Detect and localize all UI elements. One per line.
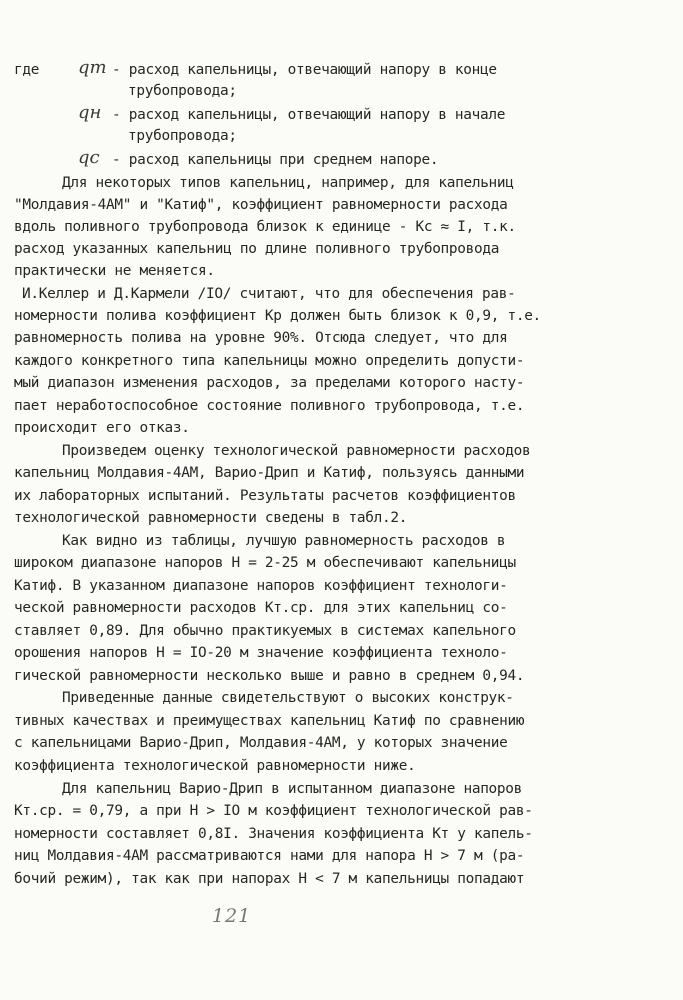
text-line: Для капельниц Варио-Дрип в испытанном диапазоне напоров [62, 781, 523, 797]
text-line: "Молдавия-4АМ" и "Катиф", коэффициент равномерности расхода [14, 197, 508, 213]
text-line: расход указанных капельниц по длине поливного трубопровода [14, 241, 500, 257]
text-line: равномерность полива на уровне 90%. Отсюда следует, что для [14, 330, 508, 346]
where-label: где [14, 62, 40, 78]
text-line: ческой равномерности расходов Кт.ср. для этих капельниц со- [14, 600, 508, 616]
text-line: капельниц Молдавия-4АМ, Варио-Дрип и Катиф, пользуясь данными [14, 465, 525, 481]
text-line: номерности составляет 0,8I. Значения коэффициента Кт у капель- [14, 826, 533, 842]
text-line: пает неработоспособное состояние поливного трубопровода, т.е. [14, 398, 525, 414]
definition-q-start-cont: трубопровода; [128, 128, 237, 144]
text-line: И.Келлер и Д.Кармели /IO/ считают, что для обеспечения рав- [22, 286, 516, 302]
text-line: технологической равномерности сведены в табл.2. [14, 510, 408, 526]
text-line: Приведенные данные свидетельствуют о высоких конструк- [62, 690, 514, 706]
definition-q-mid: - расход капельницы при среднем напоре. [112, 152, 439, 168]
definition-q-end-cont: трубопровода; [128, 83, 237, 99]
text-line: каждого конкретного типа капельницы можно определить допусти- [14, 353, 525, 369]
symbol-q-mid: qс [78, 147, 100, 168]
text-line: широком диапазоне напоров Н = 2-25 м обеспечивают капельницы [14, 555, 516, 571]
symbol-q-end: qт [78, 57, 107, 78]
text-line: ниц Молдавия-4АМ рассматриваются нами для напора Н > 7 м (ра- [14, 848, 525, 864]
text-line: номерности полива коэффициент Кр должен быть близок к 0,9, т.е. [14, 308, 541, 324]
text-line: Произведем оценку технологической равномерности расходов [62, 443, 531, 459]
text-line: вдоль поливного трубопровода близок к единице - Кс ≈ I, т.к. [14, 219, 516, 235]
definition-q-end: - расход капельницы, отвечающий напору в конце [112, 62, 497, 78]
text-line: орошения напоров Н = IO-20 м значение коэффициента техноло- [14, 645, 508, 661]
page-number: 121 [212, 905, 252, 927]
text-line: тивных качествах и преимуществах капельниц Катиф по сравнению [14, 713, 525, 729]
symbol-q-start: qн [78, 102, 102, 123]
definition-q-start: - расход капельницы, отвечающий напору в начале [112, 107, 506, 123]
text-line: Как видно из таблицы, лучшую равномерность расходов в [62, 533, 506, 549]
text-line: мый диапазон изменения расходов, за пределами которого насту- [14, 375, 525, 391]
text-line: бочий режим), так как при напорах Н < 7 м капельницы попадают [14, 871, 525, 887]
text-line: Кт.ср. = 0,79, а при Н > IO м коэффициент технологической рав- [14, 803, 533, 819]
text-line: Катиф. В указанном диапазоне напоров коэффициент технологи- [14, 578, 508, 594]
text-line: ставляет 0,89. Для обычно практикуемых в системах капельного [14, 623, 516, 639]
text-line: с капельницами Варио-Дрип, Молдавия-4АМ, у которых значение [14, 735, 508, 751]
text-line: происходит его отказ. [14, 420, 190, 436]
text-line: гической равномерности несколько выше и равно в среднем 0,94. [14, 668, 525, 684]
text-line: коэффициента технологической равномерности ниже. [14, 758, 416, 774]
text-line: практически не меняется. [14, 263, 215, 279]
text-line: их лабораторных испытаний. Результаты расчетов коэффициентов [14, 488, 516, 504]
text-line: Для некоторых типов капельниц, например, для капельниц [62, 175, 514, 191]
